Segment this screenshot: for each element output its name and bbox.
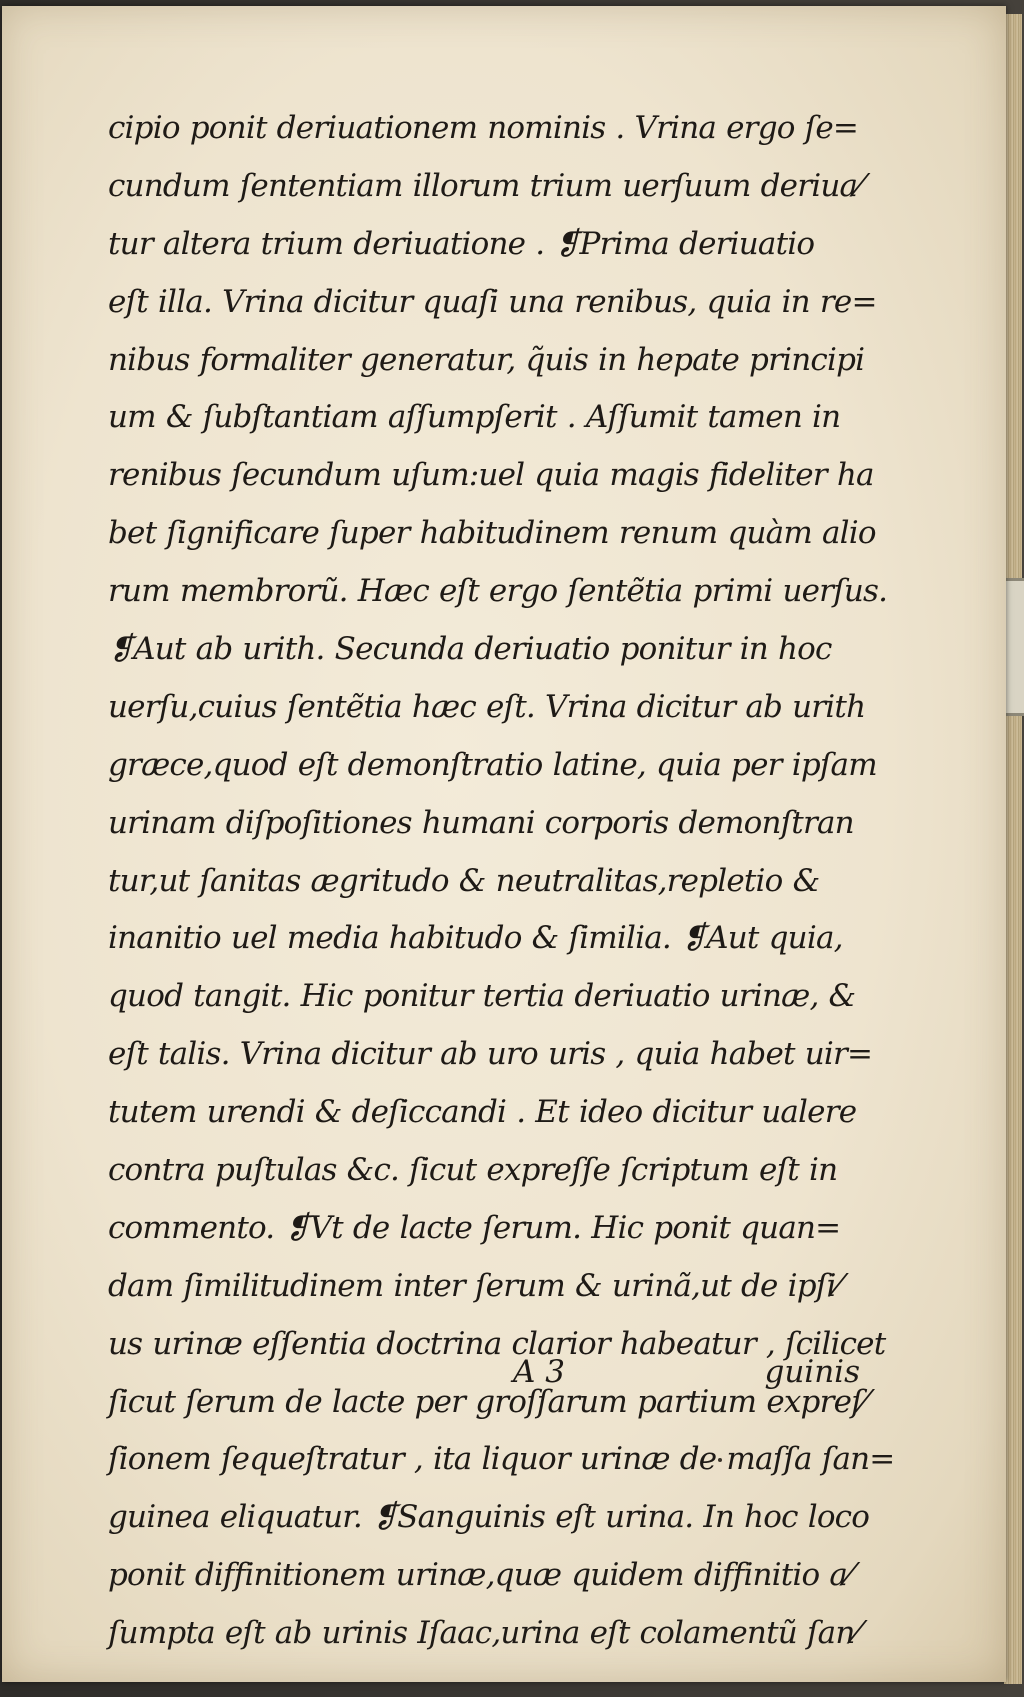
text-line: nibus formaliter generatur, q̃uis in hepate principi (108, 341, 865, 378)
text-line: um & ſubſtantiam aſſumpſerit . Aſſumit tamen in (108, 399, 841, 436)
text-line: eſt talis. Vrina dicitur ab uro uris , quia habet uir= (108, 1036, 873, 1073)
text-line: tutem urendi & deſiccandi . Et ideo dicitur ualere (108, 1094, 857, 1131)
text-line: us urinæ eſſentia doctrina clarior habeatur , ſcilicet (108, 1325, 886, 1362)
body-text (108, 100, 895, 1663)
text-line: tur,ut ſanitas ægritudo & neutralitas,repletio & (108, 862, 820, 899)
text-line: bet ſignificare ſuper habitudinem renum quàm alio (108, 515, 876, 552)
catchword: guinis (764, 1354, 860, 1390)
signature-mark: A 3 (513, 1354, 565, 1390)
text-line: dam ſimilitudinem inter ſerum & urinã,ut de ipſi⁄ (108, 1267, 840, 1304)
text-line: guinea eliquatur. ❡Sanguinis eſt urina. In hoc loco (108, 1499, 870, 1536)
text-line: contra puſtulas &c. ſicut expreſſe ſcriptum eſt in (108, 1152, 838, 1189)
text-line: inanitio uel media habitudo & ſimilia. ❡Aut quia, (108, 920, 843, 957)
text-line: tur altera trium deriuatione . ❡Prima deriuatio (108, 225, 815, 262)
text-line: ❡Aut ab urith. Secunda deriuatio ponitur in hoc (108, 631, 832, 668)
text-line: quod tangit. Hic ponitur tertia deriuatio urinæ, & (108, 978, 856, 1015)
text-line: græce,quod eſt demonſtratio latine, quia per ipſam (108, 746, 877, 783)
text-line: eſt illa. Vrina dicitur quaſi una renibus, quia in re= (108, 283, 877, 320)
text-line: rum membrorũ. Hæc eſt ergo ſentẽtia primi uerſus. (108, 573, 888, 610)
text-line: uerſu,cuius ſentẽtia hæc eſt. Vrina dicitur ab urith (108, 688, 866, 725)
text-line: cundum ſententiam illorum trium uerſuum deriua⁄ (108, 167, 862, 204)
text-line: ſicut ſerum de lacte per groſſarum partium expreſ⁄ (108, 1383, 867, 1420)
text-line: ſionem ſequeſtratur , ita liquor urinæ de maſſa ſan= (108, 1441, 895, 1478)
page-edge (1004, 14, 1022, 1684)
text-line: urinam diſpoſitiones humani corporis demonſtran (108, 804, 854, 841)
text-line: renibus ſecundum uſum:uel quia magis fideliter ha (108, 457, 874, 494)
text-line: ſumpta eſt ab urinis Iſaac,urina eſt colamentũ ſan⁄ (108, 1615, 859, 1652)
page-footer (108, 1354, 860, 1404)
text-line: ponit diffinitionem urinæ,quæ quidem diffinitio a⁄ (108, 1557, 852, 1594)
text-line: cipio ponit deriuationem nominis . Vrina ergo ſe= (108, 110, 859, 146)
text-line: commento. ❡Vt de lacte ſerum. Hic ponit quan= (108, 1209, 841, 1246)
